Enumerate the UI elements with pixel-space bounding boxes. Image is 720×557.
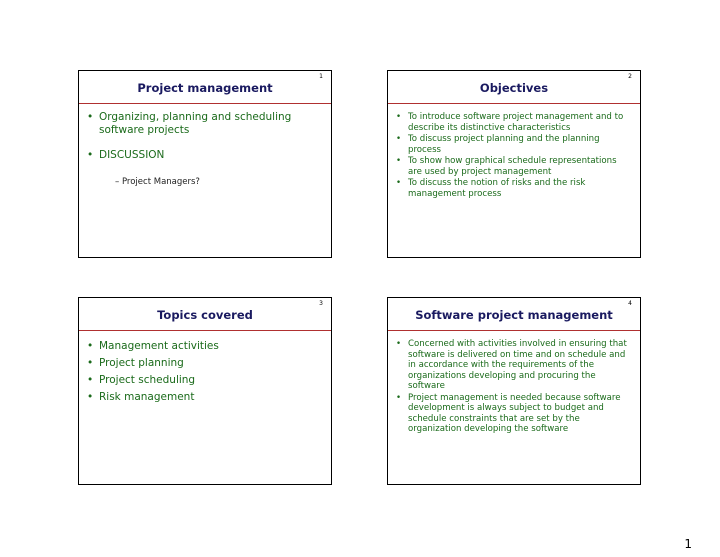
slide-title: Project management [137, 81, 273, 95]
bullet-item: • To show how graphical schedule representations are used by project management [396, 156, 630, 177]
bullet-list [87, 111, 321, 162]
bullet-item: • To introduce software project management and to describe its distinctive characteristics [396, 112, 630, 133]
bullet-item: • Project planning [87, 357, 321, 370]
bullet-item: • Project scheduling [87, 374, 321, 387]
slide-3 [78, 297, 332, 485]
slide-number: 4 [628, 300, 632, 307]
bullet-item: • To discuss the notion of risks and the risk management process [396, 178, 630, 199]
slide-number: 2 [628, 73, 632, 80]
title-divider [388, 103, 640, 104]
bullet-item: • To discuss project planning and the planning process [396, 134, 630, 155]
slide-title: Topics covered [157, 308, 253, 322]
sub-bullet-item: – Project Managers? [115, 177, 200, 187]
slide-number: 3 [319, 300, 323, 307]
bullet-item: • DISCUSSION [87, 149, 321, 162]
slide-title: Software project management [415, 308, 613, 322]
bullet-list [396, 339, 630, 436]
bullet-item: • Risk management [87, 391, 321, 404]
slide-1 [78, 70, 332, 258]
slide-title: Objectives [479, 81, 549, 95]
bullet-item: • Project management is needed because software development is always subject to budget and schedule constraints that are set by the organization developing the software [396, 393, 630, 435]
bullet-item: • Concerned with activities involved in ensuring that software is delivered on time and on schedule and in accordance with the requirements of the organizations developing and procuring the software [396, 339, 630, 392]
slide-2 [387, 70, 641, 258]
bullet-list [87, 340, 321, 408]
slide-number: 1 [319, 73, 323, 80]
title-divider [388, 330, 640, 331]
bullet-item: • Management activities [87, 340, 321, 353]
title-divider [79, 103, 331, 104]
bullet-item: • Organizing, planning and scheduling software projects [87, 111, 321, 137]
bullet-list [396, 112, 630, 200]
page-number: 1 [684, 537, 692, 551]
title-divider [79, 330, 331, 331]
slide-4 [387, 297, 641, 485]
